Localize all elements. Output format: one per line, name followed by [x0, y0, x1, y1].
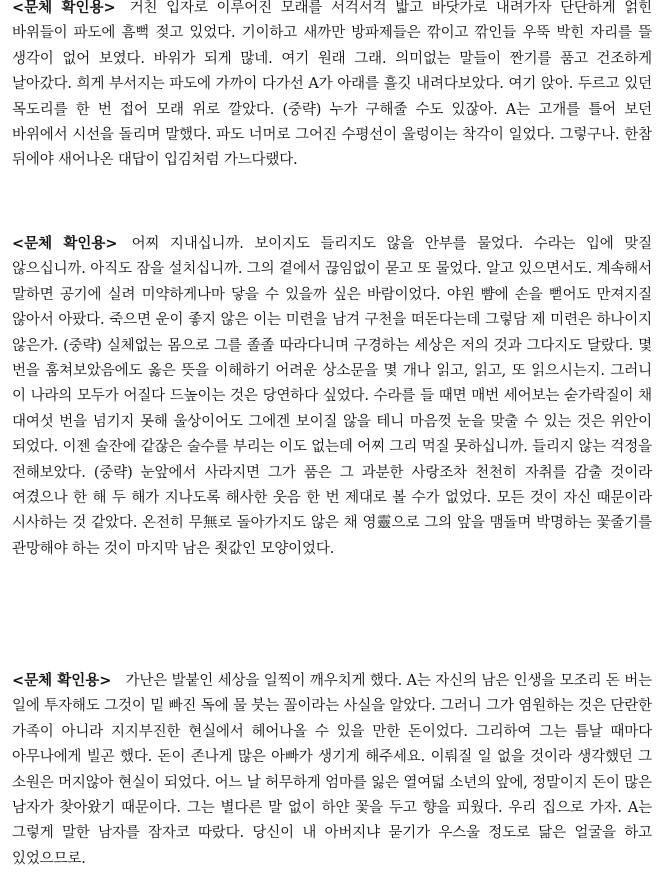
passage-label: <문체 확인용>	[12, 673, 112, 689]
passage-1	[12, 0, 652, 174]
passage-label: <문체 확인용>	[12, 236, 118, 252]
passage-text: 거친 입자로 이루어진 모래를 서걱서걱 밟고 바닷가로 내려가자 단단하게 얽힌 바위들이 파도에 흠뻑 젖고 있었다. 기이하고 새까만 방파제들은 깎이고 깎인들 우뚝 박힌 자리를 뜰 생각이 없어 보였다. 바위가 되게 많네. 여기 원래 그래. 의미없는 말들이 짠기를 품고 건조하게 날아갔다. 희게 부서지는 파도에 가까이 다가선 A가 아래를 흘깃 내려다보았다. 여기 앉아. 두르고 있던 목도리를 한 번 접어 모래 위로 깔았다. (중략) 누가 구해줄 수도 있잖아. A는 고개를 틀어 보던 바위에서 시선을 돌리며 말했다. 파도 너머로 그어진 수평선이 울렁이는 착각이 일었다. 그렇구나. 한참 뒤에야 새어나온 대답이 입김처럼 가느다랬다.	[12, 0, 652, 169]
passage-text: 가난은 발붙인 세상을 일찍이 깨우치게 했다. A는 자신의 남은 인생을 모조리 돈 버는 일에 투자해도 그것이 밑 빠진 독에 물 붓는 꼴이라는 사실을 알았다. 그러니 그가 염원하는 것은 단란한 가족이 아니라 지지부진한 현실에서 헤어나올 수 있을 만한 돈이었다. 그리하여 그는 틈날 때마다 아무나에게 빌곤 했다. 돈이 존나게 많은 아빠가 생기게 해주세요. 이뤄질 일 없을 것이라 생각했던 그 소원은 머지않아 현실이 되었다. 어느 날 허무하게 엄마를 잃은 열여덟 소년의 앞에, 정말이지 돈이 많은 남자가 찾아왔기 때문이다. 그는 별다른 말 없이 하얀 꽃을 두고 향을 피웠다. 우리 집으로 가자. A는 그렇게 말한 남자를 잠자코 따랐다. 당신이 내 아버지냐 묻기가 우스울 정도로 닮은 얼굴을 하고 있었으므로.	[12, 673, 652, 867]
passage-text: 어찌 지내십니까. 보이지도 들리지도 않을 안부를 물었다. 수라는 입에 맞질 않으십니까. 아직도 잠을 설치십니까. 그의 곁에서 끊임없이 묻고 또 물었다. 알고 있으면서도. 계속해서 말하면 공기에 실려 미약하게나마 닿을 수 있을까 싶은 바람이었다. 야윈 뺨에 손을 뻗어도 만져지질 않아서 아팠다. 죽으면 운이 좋지 않은 이는 미련을 남겨 구천을 떠돈다는데 그렇담 제 미련은 하나이지 않은가. (중략) 실체없는 몸으로 그를 졸졸 따라다니며 구경하는 세상은 저의 것과 그다지도 달랐다. 몇 번을 훔쳐보았음에도 옳은 뜻을 이해하기 어려운 상소문을 몇 개나 읽고, 읽고, 또 읽으시는지. 그러니 이 나라의 모두가 어질다 드높이는 것은 당연하다 싶었다. 수라를 들 때면 매번 세어보는 숟가락질이 채 대여섯 번을 넘기지 못해 울상이어도 그에겐 보이질 않을 테니 마음껏 눈을 맞출 수 있는 것은 위안이 되었다. 이젠 술잔에 같잖은 술수를 부리는 이도 없는데 어찌 그리 먹질 못하십니까. 들리지 않는 걱정을 전해보았다. (중략) 눈앞에서 사라지면 그가 품은 그 과분한 사랑조차 천천히 자취를 감출 것이라 여겼으나 한 해 두 해가 지나도록 해사한 웃음 한 번 제대로 볼 수가 없었다. 모든 것이 자신 때문이라 시사하는 것 같았다. 온전히 무無로 돌아가지도 않은 채 영靈으로 그의 앞을 맴돌며 박명하는 꽃줄기를 관망해야 하는 것이 마지막 남은 죗값인 모양이었다.	[12, 236, 652, 557]
passage-3	[12, 669, 652, 872]
passage-label: <문체 확인용>	[12, 0, 116, 16]
passage-2	[12, 232, 652, 562]
